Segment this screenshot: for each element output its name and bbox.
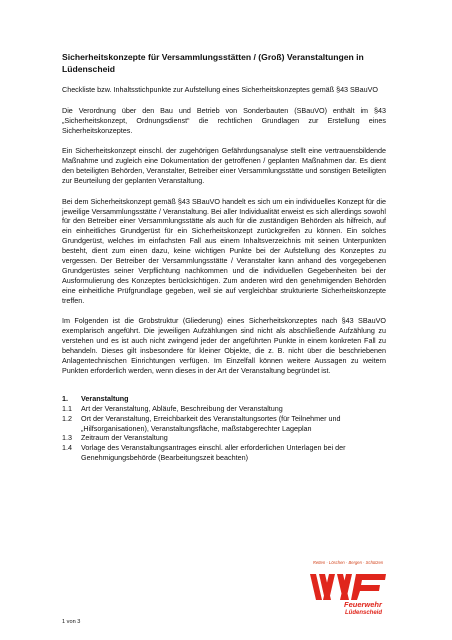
item-text: Zeitraum der Veranstaltung [81, 433, 168, 443]
list-item [62, 433, 386, 443]
paragraph-framework: Bei dem Sicherheitskonzept gemäß §43 SBauVO handelt es sich um ein individuelles Konzept für die jeweilige Versammlungsstätte / Veranstaltung. Bei aller Individualität erweist es sich allerdings sowohl für den Betreiber einer Versammlungsstätte als auch für die zuständigen Behörden als hilfreich, auf ein einheitliches Grundgerüst für ein Sicherheitskonzept zurückgreifen zu können. Ein solches Grundgerüst, welches im einfachsten Fall aus einem Inhaltsverzeichnis mit seinen Unterpunkten besteht, dient zum einen dazu, keine wichtigen Punkte bei der Aufstellung des Konzeptes zu vergessen. Der Betreiber der Versammlungsstätte / Veranstalter kann anhand des vorgegebenen Grundgerüstes seiner Verpflichtung nachkommen und die individuellen Gegebenheiten bei der Ausformulierung des Konzeptes berücksichtigen. Zum anderen wird den genehmigenden Behörden eine einheitliche Prüfgrundlage gegeben, weil sie auf vergleichbar strukturierte Sicherheitskonzepte treffen. [62, 196, 386, 305]
item-number: 1.1 [62, 403, 72, 413]
document-title: Sicherheitskonzepte für Versammlungsstätten / (Groß) Veranstaltungen in Lüdenscheid [62, 52, 364, 74]
item-text: Ort der Veranstaltung, Erreichbarkeit des Veranstaltungsortes (für Teilnehmer und „Hilfsorganisationen), Veranstaltungsfläche, maßstabgerechter Lageplan [81, 413, 341, 433]
item-number: 1.4 [62, 443, 72, 453]
logo-tagline: Retten · Löschen · Bergen · Schützen [312, 560, 384, 565]
page-number: 1 von 3 [62, 619, 81, 625]
section-title: Veranstaltung [81, 393, 129, 403]
paragraph-intro: Checkliste bzw. Inhaltsstichpunkte zur Aufstellung eines Sicherheitskonzeptes gemäß §43 SBauVO [62, 85, 379, 94]
list-item [62, 443, 386, 463]
logo-word-luedenscheid: Lüdenscheid [345, 610, 383, 616]
paragraph-structure: Im Folgenden ist die Grobstruktur (Gliederung) eines Sicherheitskonzeptes nach §43 SBauVO exemplarisch angeführt. Die jeweiligen Aufzählungen sind nicht als abschließende Aufzählung zu verstehen und es ist auch nicht zwingend jeder der angeführten Punkte in einem konkreten Fall zu behandeln. Dieses gilt insbesondere für kleiner Objekte, die z. B. nicht über die beschriebenen Anlagentechnischen Einrichtungen verfügen. Im Einzelfall können weitere Aussagen zu weitern Punkten erforderlich werden, wenn dieses in der Art der Veranstaltung begründet ist. [62, 316, 386, 375]
document-content [62, 52, 386, 463]
section-number: 1. [62, 393, 68, 403]
paragraph-regulation: Die Verordnung über den Bau und Betrieb von Sonderbauten (SBauVO) enthält im §43 „Sicherheitskonzept, Ordnungsdienst“ die rechtlichen Grundlagen zur Erstellung eines Sicherheitskonzeptes. [62, 105, 386, 135]
item-text: Vorlage des Veranstaltungsantrages einschl. aller erforderlichen Unterlagen bei der Genehmigungsbehörde (Bearbeitungszeit beachten) [81, 443, 346, 463]
item-number: 1.2 [62, 413, 72, 423]
paragraph-purpose: Ein Sicherheitskonzept einschl. der zugehörigen Gefährdungsanalyse stellt eine vertrauensbildende Maßnahme und zugleich eine Dokumentation der getroffenen / geplanten Maßnahmen dar. Es dient den beteiligten Behörden, Veranstalter, Betreiber einer Versammlungsstätte und sonstigen Beteiligten zur Beurteilung der geplanten Veranstaltung. [62, 146, 386, 185]
item-number: 1.3 [62, 433, 72, 443]
item-text: Art der Veranstaltung, Abläufe, Beschreibung der Veranstaltung [81, 403, 283, 413]
list-item [62, 414, 386, 434]
fire-department-logo [308, 560, 388, 624]
section-heading [62, 394, 386, 404]
section-item-list [62, 404, 386, 463]
logo-word-feuerwehr: Feuerwehr [344, 600, 382, 609]
list-item [62, 404, 386, 414]
